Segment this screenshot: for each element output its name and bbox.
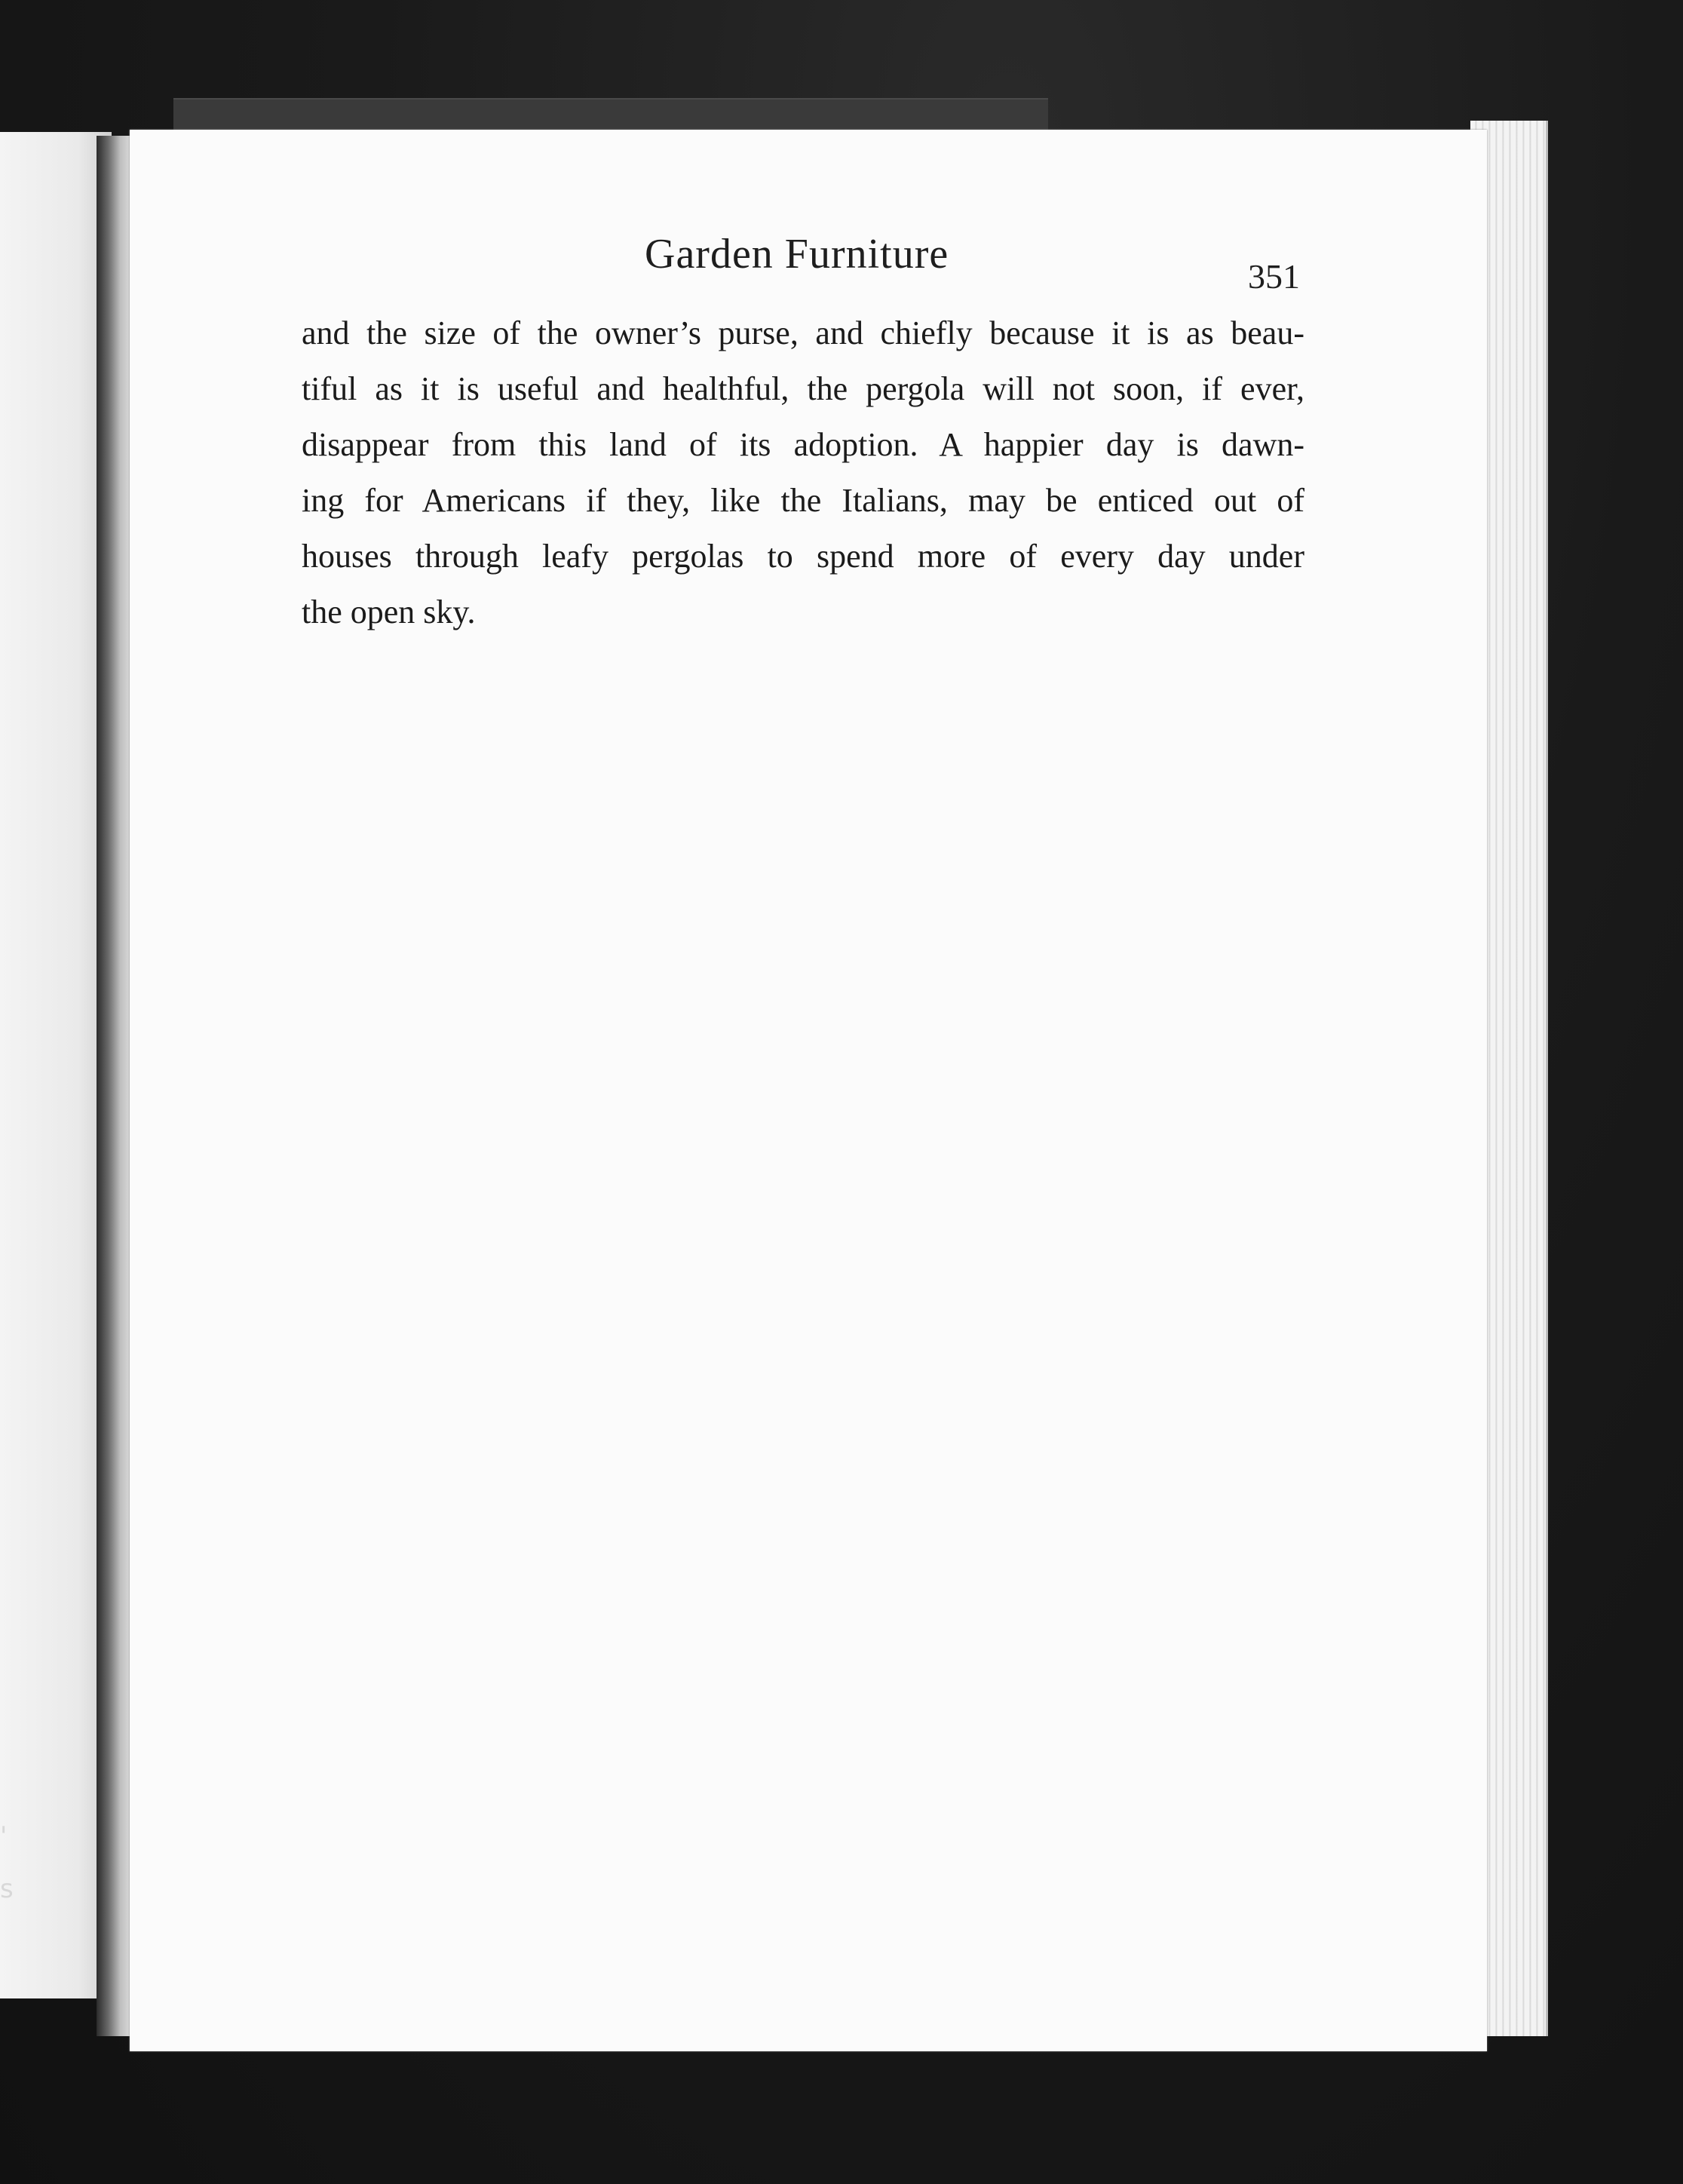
text-line-5: houses through leafy pergolas to spend more of every day under xyxy=(302,538,1304,575)
page-number: 351 xyxy=(1248,257,1300,296)
left-page-fragment-2: s xyxy=(0,1874,14,1904)
text-line-4: ing for Americans if they, like the Italians, may be enticed out of xyxy=(302,482,1304,519)
text-line-6: the open sky. xyxy=(302,594,476,630)
book-cover-edge xyxy=(173,98,1048,130)
text-line-3: disappear from this land of its adoption. A happier day is dawn- xyxy=(302,426,1304,463)
running-head: Garden Furniture xyxy=(645,231,949,278)
left-page-fragment-1: ' xyxy=(0,1821,8,1851)
text-line-1: and the size of the owner’s purse, and chiefly because it is as beau- xyxy=(302,314,1304,351)
body-paragraph xyxy=(302,305,1304,640)
left-page-edge xyxy=(0,132,112,1998)
text-line-2: tiful as it is useful and healthful, the pergola will not soon, if ever, xyxy=(302,370,1304,407)
